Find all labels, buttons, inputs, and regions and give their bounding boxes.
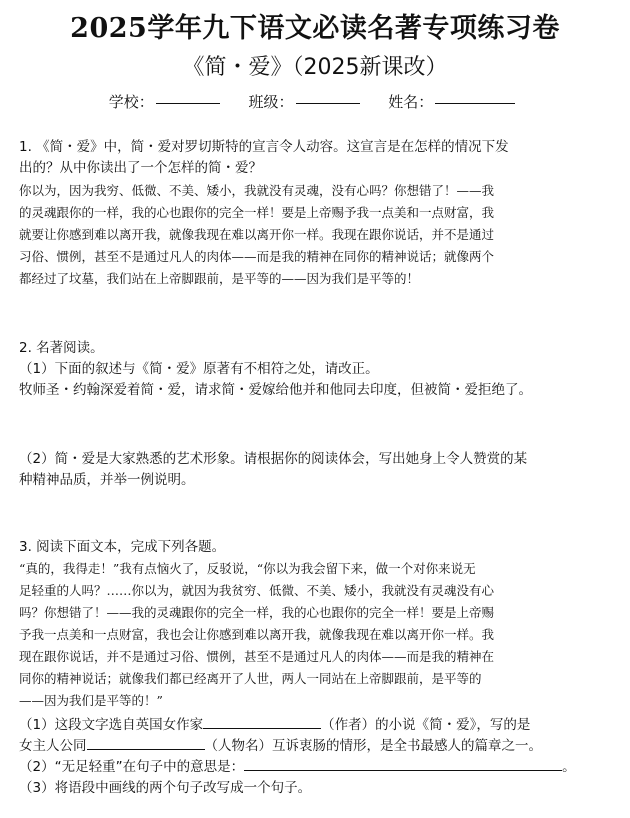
school-label: 学校： <box>108 93 154 111</box>
question-3-sub1-line1 <box>19 715 615 736</box>
quote-line: 同你的精神说话；就像我们都已经离开了人世，两人一同站在上帝脚跟前，是平等的 <box>19 671 482 686</box>
quote-line: 就要让你感到难以离开我，就像我现在难以离开你一样。我现在跟你说话，并不是通过 <box>19 227 495 242</box>
author-blank[interactable] <box>203 727 321 729</box>
question-2 <box>19 338 615 401</box>
sub1-text: （1）这段文字选自英国女作家 <box>19 717 204 733</box>
quote-line: 都经过了坟墓，我们站在上帝脚跟前，是平等的——因为我们是平等的！ <box>19 271 420 286</box>
sub1-text: 女主人公同 <box>19 738 87 754</box>
name-label: 姓名： <box>388 93 434 111</box>
prompt-line: 出的？从中你读出了一个怎样的简・爱？ <box>19 160 262 176</box>
quote-line: 的灵魂跟你的一样，我的心也跟你的完全一样！要是上帝赐予我一点美和一点财富，我 <box>19 205 495 220</box>
quote-line: 予我一点美和一点财富，我也会让你感到难以离开我，就像我现在难以离开你一样。我 <box>19 627 495 642</box>
sub2-line: （2）简・爱是大家熟悉的艺术形象。请根据你的阅读体会，写出她身上令人赞赏的某 <box>19 451 528 467</box>
sub2-text: （2）“无足轻重”在句子中的意思是： <box>19 759 245 775</box>
question-3-sub2 <box>19 757 615 778</box>
meaning-blank[interactable] <box>244 769 562 771</box>
question-3-heading-text: 3. 阅读下面文本，完成下列各题。 <box>19 539 226 555</box>
quote-line: ——因为我们是平等的！” <box>19 693 163 708</box>
question-3-subquestions <box>19 715 615 799</box>
character-blank[interactable] <box>87 748 205 750</box>
quote-line: 习俗、惯例，甚至不是通过凡人的肉体——而是我的精神在同你的精神说话；就像两个 <box>19 249 495 264</box>
class-blank[interactable] <box>296 102 360 104</box>
question-3-sub3: （3）将语段中画线的两个句子改写成一个句子。 <box>19 780 312 796</box>
prompt-line: 1. 《简・爱》中，简・爱对罗切斯特的宣言令人动容。这宣言是在怎样的情况下发 <box>19 139 509 155</box>
question-2-sub2 <box>19 449 615 491</box>
name-blank[interactable] <box>435 102 515 104</box>
quote-line: 你以为，因为我穷、低微、不美、矮小，我就没有灵魂，没有心吗？你想错了！——我 <box>19 183 495 198</box>
question-3-heading <box>19 537 615 558</box>
question-1-quote <box>19 180 615 290</box>
question-3-sub1-line2 <box>19 736 615 757</box>
sub2-text: 。 <box>562 759 576 775</box>
question-1-prompt <box>19 137 615 179</box>
class-label: 班级： <box>248 93 294 111</box>
quote-line: 足轻重的人吗？……你以为，就因为我贫穷、低微、不美、矮小，我就没有灵魂没有心 <box>19 583 495 598</box>
question-2-sub1-text: 牧师圣・约翰深爱着简・爱，请求简・爱嫁给他并和他同去印度，但被简・爱拒绝了。 <box>19 382 532 398</box>
student-info-row <box>0 91 630 112</box>
sub1-text: （人物名）互诉衷肠的情形，是全书最感人的篇章之一。 <box>204 738 542 754</box>
question-2-heading: 2. 名著阅读。 <box>19 340 104 356</box>
page-subtitle: 《简・爱》（2025新课改） <box>182 55 448 80</box>
quote-line: “真的，我得走！”我有点恼火了，反驳说，“你以为我会留下来，做一个对你来说无 <box>19 561 476 576</box>
question-2-sub1: （1）下面的叙述与《简・爱》原著有不相符之处，请改正。 <box>19 361 379 377</box>
sub2-line: 种精神品质，并举一例说明。 <box>19 472 195 488</box>
school-blank[interactable] <box>156 102 220 104</box>
quote-line: 现在跟你说话，并不是通过习俗、惯例，甚至不是通过凡人的肉体——而是我的精神在 <box>19 649 495 664</box>
quote-line: 吗？你想错了！——我的灵魂跟你的完全一样，我的心也跟你的完全一样！要是上帝赐 <box>19 605 495 620</box>
question-3-quote <box>19 558 615 712</box>
page-title: 2025学年九下语文必读名著专项练习卷 <box>70 13 560 44</box>
sub1-text: （作者）的小说《简・爱》，写的是 <box>321 717 531 733</box>
